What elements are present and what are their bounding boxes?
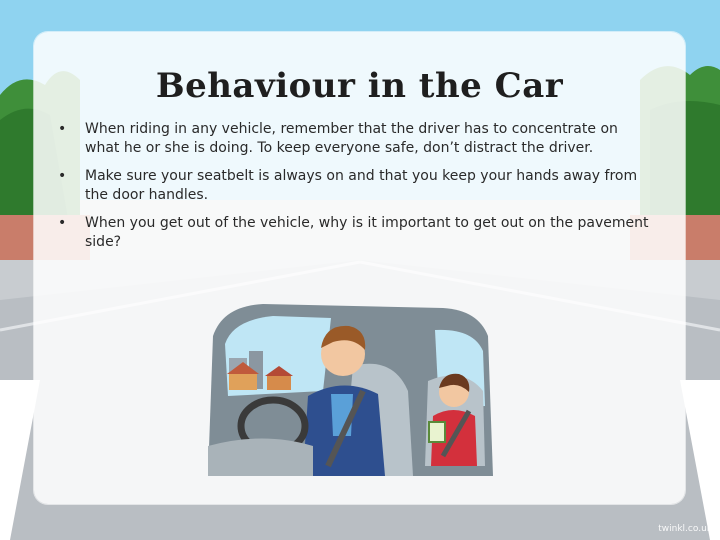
bullet-item [54, 214, 654, 252]
watermark-text: twinkl.co.uk [658, 524, 712, 534]
bullet-list [54, 120, 654, 261]
bullet-dot: • [58, 168, 67, 184]
book-icon [429, 422, 445, 442]
bullet-text: Make sure your seatbelt is always on and that you keep your hands away from the door handles. [85, 168, 638, 203]
bullet-text: When you get out of the vehicle, why is it important to get out on the pavement side? [85, 215, 649, 250]
car-interior-illustration [203, 296, 503, 488]
slide-title: Behaviour in the Car [155, 66, 564, 106]
bullet-item [54, 167, 654, 205]
bullet-dot: • [58, 215, 67, 231]
bullet-dot: • [58, 121, 67, 137]
bullet-text: When riding in any vehicle, remember that the driver has to concentrate on what he or she is doing. To keep everyone safe, don’t distract the driver. [85, 121, 618, 156]
bullet-item [54, 120, 654, 158]
